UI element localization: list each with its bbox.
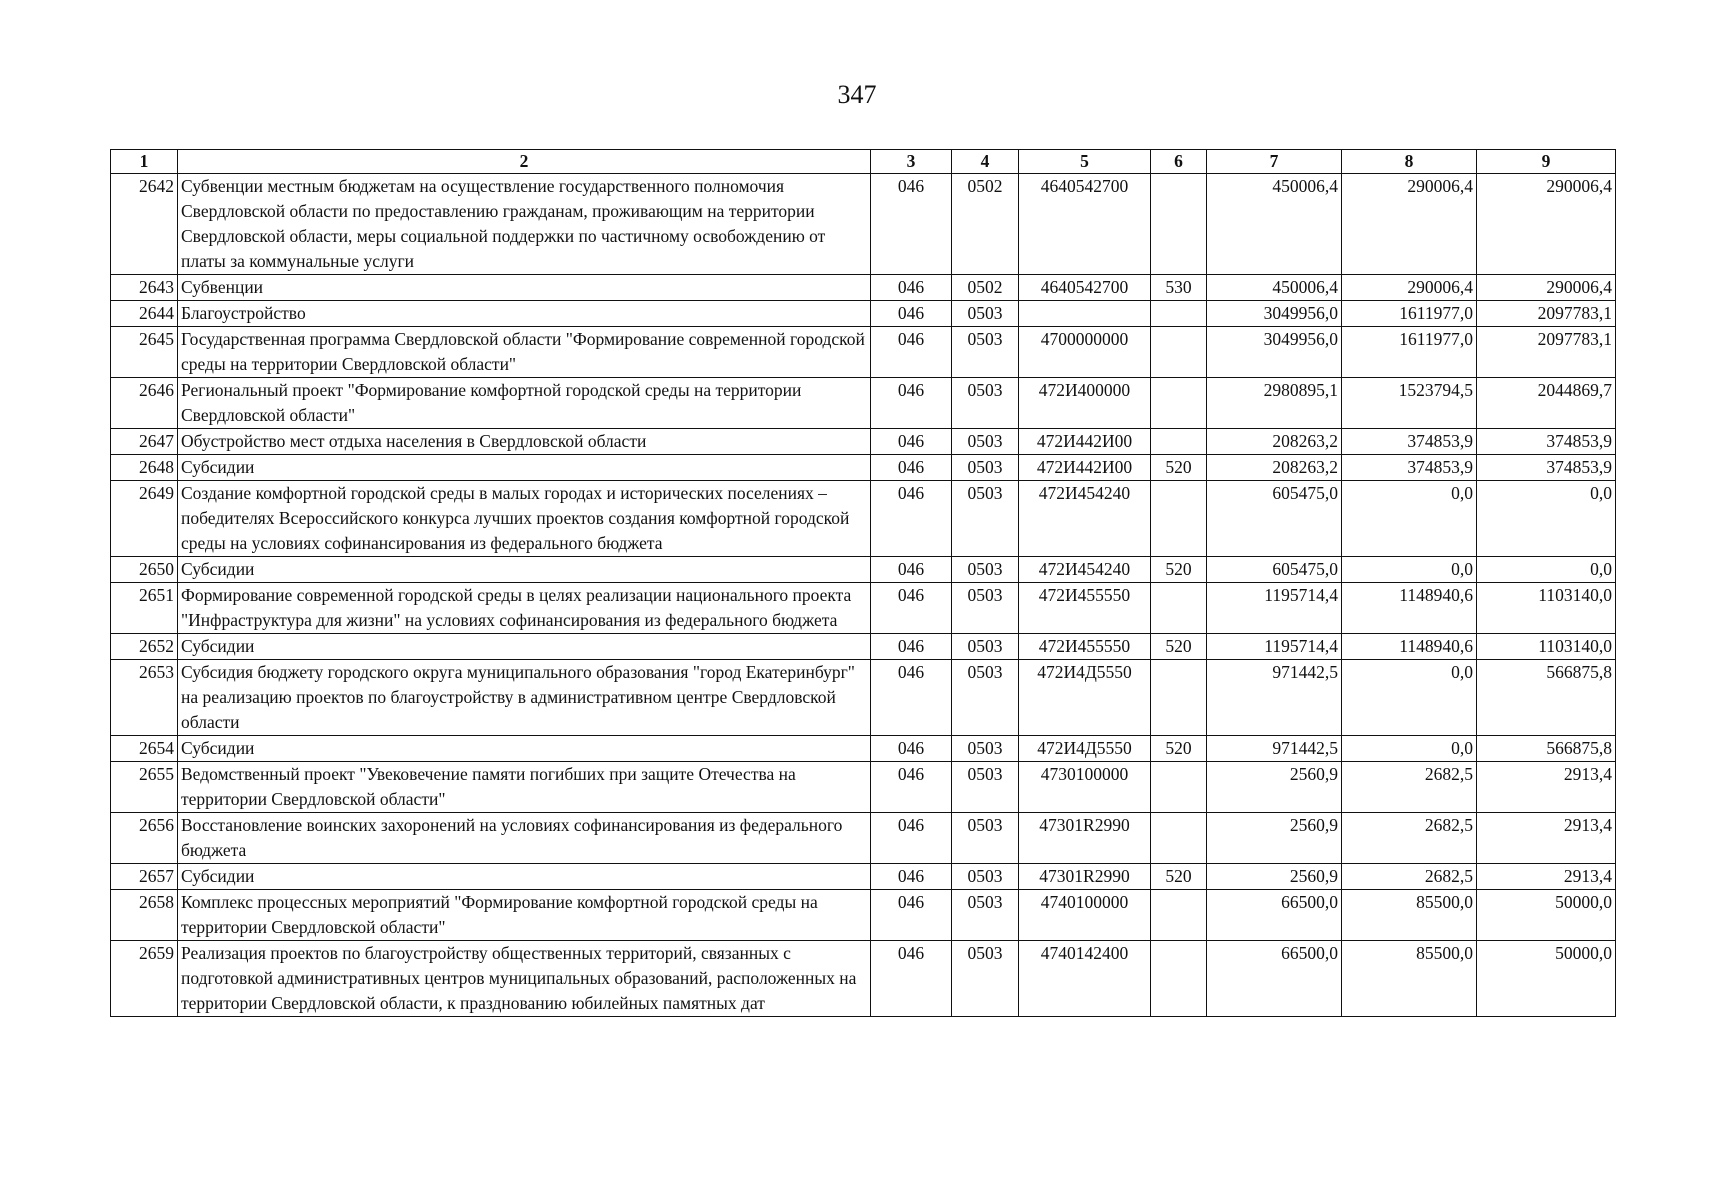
page-number: 347	[837, 80, 877, 109]
table-row	[111, 736, 1616, 762]
row-number: 2645	[111, 327, 178, 378]
ministry-code: 046	[871, 736, 952, 762]
row-name: Региональный проект "Формирование комфортной городской среды на территории Свердловской области"	[178, 378, 871, 429]
column-header: 1	[111, 150, 178, 174]
column-header: 4	[952, 150, 1019, 174]
section-code: 0503	[952, 327, 1019, 378]
amount-col-8: 290006,4	[1342, 174, 1477, 275]
target-article-code: 4700000000	[1019, 327, 1151, 378]
expense-type-code: 520	[1151, 634, 1207, 660]
row-name: Благоустройство	[178, 301, 871, 327]
row-number: 2659	[111, 941, 178, 1017]
amount-col-9: 0,0	[1477, 557, 1616, 583]
amount-col-9: 2097783,1	[1477, 327, 1616, 378]
row-number: 2649	[111, 481, 178, 557]
ministry-code: 046	[871, 557, 952, 583]
target-article-code: 47301R2990	[1019, 864, 1151, 890]
amount-col-8: 1148940,6	[1342, 583, 1477, 634]
amount-col-9: 1103140,0	[1477, 583, 1616, 634]
table-row	[111, 583, 1616, 634]
expense-type-code	[1151, 813, 1207, 864]
row-number: 2658	[111, 890, 178, 941]
expense-type-code: 520	[1151, 557, 1207, 583]
amount-col-8: 0,0	[1342, 557, 1477, 583]
amount-col-9: 2913,4	[1477, 762, 1616, 813]
amount-col-7: 208263,2	[1207, 455, 1342, 481]
section-code: 0503	[952, 941, 1019, 1017]
amount-col-8: 374853,9	[1342, 429, 1477, 455]
ministry-code: 046	[871, 864, 952, 890]
row-name: Создание комфортной городской среды в малых городах и исторических поселениях – победителях Всероссийского конкурса лучших проектов создания комфортной городской среды на условиях софинансирования из федерального бюджета	[178, 481, 871, 557]
amount-col-9: 2097783,1	[1477, 301, 1616, 327]
ministry-code: 046	[871, 275, 952, 301]
expense-type-code: 520	[1151, 736, 1207, 762]
amount-col-9: 2913,4	[1477, 813, 1616, 864]
expense-type-code	[1151, 890, 1207, 941]
target-article-code: 472И4Д5550	[1019, 736, 1151, 762]
amount-col-8: 2682,5	[1342, 864, 1477, 890]
section-code: 0503	[952, 890, 1019, 941]
target-article-code: 472И442И00	[1019, 455, 1151, 481]
row-number: 2650	[111, 557, 178, 583]
row-number: 2647	[111, 429, 178, 455]
target-article-code: 472И4Д5550	[1019, 660, 1151, 736]
row-name: Субсидии	[178, 634, 871, 660]
table-row	[111, 557, 1616, 583]
table-row	[111, 455, 1616, 481]
amount-col-9: 2913,4	[1477, 864, 1616, 890]
column-header: 5	[1019, 150, 1151, 174]
expense-type-code	[1151, 174, 1207, 275]
budget-table	[110, 149, 1616, 1017]
row-number: 2642	[111, 174, 178, 275]
expense-type-code: 520	[1151, 864, 1207, 890]
amount-col-8: 0,0	[1342, 736, 1477, 762]
amount-col-7: 450006,4	[1207, 174, 1342, 275]
target-article-code: 472И400000	[1019, 378, 1151, 429]
amount-col-8: 1523794,5	[1342, 378, 1477, 429]
row-number: 2653	[111, 660, 178, 736]
ministry-code: 046	[871, 762, 952, 813]
table-row	[111, 762, 1616, 813]
expense-type-code	[1151, 583, 1207, 634]
ministry-code: 046	[871, 378, 952, 429]
expense-type-code	[1151, 660, 1207, 736]
row-number: 2657	[111, 864, 178, 890]
column-header: 8	[1342, 150, 1477, 174]
expense-type-code	[1151, 378, 1207, 429]
table-row	[111, 890, 1616, 941]
table-row	[111, 275, 1616, 301]
amount-col-9: 374853,9	[1477, 429, 1616, 455]
row-name: Субсидии	[178, 455, 871, 481]
target-article-code: 472И442И00	[1019, 429, 1151, 455]
section-code: 0503	[952, 736, 1019, 762]
amount-col-7: 2560,9	[1207, 864, 1342, 890]
target-article-code: 472И454240	[1019, 481, 1151, 557]
section-code: 0503	[952, 864, 1019, 890]
amount-col-7: 2560,9	[1207, 813, 1342, 864]
target-article-code: 472И455550	[1019, 583, 1151, 634]
amount-col-8: 290006,4	[1342, 275, 1477, 301]
row-name: Формирование современной городской среды в целях реализации национального проекта "Инфраструктура для жизни" на условиях софинансирования из федерального бюджета	[178, 583, 871, 634]
amount-col-7: 971442,5	[1207, 660, 1342, 736]
ministry-code: 046	[871, 941, 952, 1017]
row-name: Субсидии	[178, 736, 871, 762]
amount-col-7: 1195714,4	[1207, 634, 1342, 660]
ministry-code: 046	[871, 481, 952, 557]
column-header: 2	[178, 150, 871, 174]
table-row	[111, 634, 1616, 660]
amount-col-9: 290006,4	[1477, 275, 1616, 301]
target-article-code: 472И454240	[1019, 557, 1151, 583]
table-row	[111, 378, 1616, 429]
target-article-code: 472И455550	[1019, 634, 1151, 660]
amount-col-7: 1195714,4	[1207, 583, 1342, 634]
section-code: 0503	[952, 557, 1019, 583]
table-row	[111, 660, 1616, 736]
amount-col-7: 208263,2	[1207, 429, 1342, 455]
table-row	[111, 174, 1616, 275]
amount-col-7: 450006,4	[1207, 275, 1342, 301]
section-code: 0503	[952, 301, 1019, 327]
row-number: 2651	[111, 583, 178, 634]
expense-type-code: 530	[1151, 275, 1207, 301]
ministry-code: 046	[871, 429, 952, 455]
row-name: Субсидии	[178, 864, 871, 890]
row-number: 2656	[111, 813, 178, 864]
target-article-code	[1019, 301, 1151, 327]
section-code: 0503	[952, 455, 1019, 481]
target-article-code: 4730100000	[1019, 762, 1151, 813]
section-code: 0503	[952, 813, 1019, 864]
table-row	[111, 327, 1616, 378]
amount-col-8: 2682,5	[1342, 813, 1477, 864]
row-number: 2643	[111, 275, 178, 301]
column-header: 6	[1151, 150, 1207, 174]
section-code: 0502	[952, 174, 1019, 275]
amount-col-8: 0,0	[1342, 660, 1477, 736]
table-row	[111, 941, 1616, 1017]
column-header: 9	[1477, 150, 1616, 174]
expense-type-code	[1151, 429, 1207, 455]
amount-col-9: 1103140,0	[1477, 634, 1616, 660]
amount-col-9: 566875,8	[1477, 660, 1616, 736]
section-code: 0503	[952, 762, 1019, 813]
row-number: 2652	[111, 634, 178, 660]
target-article-code: 47301R2990	[1019, 813, 1151, 864]
expense-type-code	[1151, 301, 1207, 327]
expense-type-code	[1151, 762, 1207, 813]
ministry-code: 046	[871, 660, 952, 736]
amount-col-8: 1611977,0	[1342, 327, 1477, 378]
table-row	[111, 813, 1616, 864]
amount-col-9: 290006,4	[1477, 174, 1616, 275]
row-name: Обустройство мест отдыха населения в Свердловской области	[178, 429, 871, 455]
amount-col-8: 85500,0	[1342, 941, 1477, 1017]
row-name: Субвенции местным бюджетам на осуществление государственного полномочия Свердловской области по предоставлению гражданам, проживающим на территории Свердловской области, меры социальной поддержки по частичному освобождению от платы за коммунальные услуги	[178, 174, 871, 275]
row-name: Ведомственный проект "Увековечение памяти погибших при защите Отечества на территории Свердловской области"	[178, 762, 871, 813]
row-name: Комплекс процессных мероприятий "Формирование комфортной городской среды на территории Свердловской области"	[178, 890, 871, 941]
amount-col-9: 50000,0	[1477, 890, 1616, 941]
row-number: 2654	[111, 736, 178, 762]
ministry-code: 046	[871, 634, 952, 660]
ministry-code: 046	[871, 327, 952, 378]
header-row	[111, 150, 1616, 174]
table-row	[111, 429, 1616, 455]
column-header: 3	[871, 150, 952, 174]
expense-type-code: 520	[1151, 455, 1207, 481]
target-article-code: 4740142400	[1019, 941, 1151, 1017]
row-name: Государственная программа Свердловской области "Формирование современной городской среды на территории Свердловской области"	[178, 327, 871, 378]
amount-col-9: 566875,8	[1477, 736, 1616, 762]
amount-col-8: 1148940,6	[1342, 634, 1477, 660]
amount-col-7: 66500,0	[1207, 890, 1342, 941]
expense-type-code	[1151, 327, 1207, 378]
row-name: Субсидия бюджету городского округа муниципального образования "город Екатеринбург" на реализацию проектов по благоустройству в административном центре Свердловской области	[178, 660, 871, 736]
amount-col-8: 2682,5	[1342, 762, 1477, 813]
amount-col-8: 0,0	[1342, 481, 1477, 557]
amount-col-7: 3049956,0	[1207, 327, 1342, 378]
row-number: 2648	[111, 455, 178, 481]
row-name: Субсидии	[178, 557, 871, 583]
section-code: 0503	[952, 583, 1019, 634]
expense-type-code	[1151, 941, 1207, 1017]
section-code: 0503	[952, 429, 1019, 455]
amount-col-7: 971442,5	[1207, 736, 1342, 762]
row-name: Субвенции	[178, 275, 871, 301]
amount-col-7: 2560,9	[1207, 762, 1342, 813]
section-code: 0502	[952, 275, 1019, 301]
section-code: 0503	[952, 481, 1019, 557]
table-row	[111, 481, 1616, 557]
amount-col-9: 50000,0	[1477, 941, 1616, 1017]
amount-col-8: 1611977,0	[1342, 301, 1477, 327]
section-code: 0503	[952, 660, 1019, 736]
section-code: 0503	[952, 378, 1019, 429]
amount-col-8: 374853,9	[1342, 455, 1477, 481]
column-header: 7	[1207, 150, 1342, 174]
target-article-code: 4740100000	[1019, 890, 1151, 941]
amount-col-7: 3049956,0	[1207, 301, 1342, 327]
ministry-code: 046	[871, 890, 952, 941]
target-article-code: 4640542700	[1019, 275, 1151, 301]
ministry-code: 046	[871, 455, 952, 481]
row-name: Восстановление воинских захоронений на условиях софинансирования из федерального бюджета	[178, 813, 871, 864]
ministry-code: 046	[871, 174, 952, 275]
amount-col-9: 0,0	[1477, 481, 1616, 557]
row-number: 2655	[111, 762, 178, 813]
row-number: 2644	[111, 301, 178, 327]
table-row	[111, 301, 1616, 327]
amount-col-7: 2980895,1	[1207, 378, 1342, 429]
section-code: 0503	[952, 634, 1019, 660]
ministry-code: 046	[871, 583, 952, 634]
row-number: 2646	[111, 378, 178, 429]
amount-col-7: 605475,0	[1207, 481, 1342, 557]
table-body	[111, 174, 1616, 1017]
expense-type-code	[1151, 481, 1207, 557]
amount-col-9: 2044869,7	[1477, 378, 1616, 429]
amount-col-9: 374853,9	[1477, 455, 1616, 481]
amount-col-7: 66500,0	[1207, 941, 1342, 1017]
target-article-code: 4640542700	[1019, 174, 1151, 275]
row-name: Реализация проектов по благоустройству общественных территорий, связанных с подготовкой административных центров муниципальных образований, расположенных на территории Свердловской области, к празднованию юбилейных памятных дат	[178, 941, 871, 1017]
ministry-code: 046	[871, 301, 952, 327]
amount-col-8: 85500,0	[1342, 890, 1477, 941]
table-row	[111, 864, 1616, 890]
amount-col-7: 605475,0	[1207, 557, 1342, 583]
ministry-code: 046	[871, 813, 952, 864]
